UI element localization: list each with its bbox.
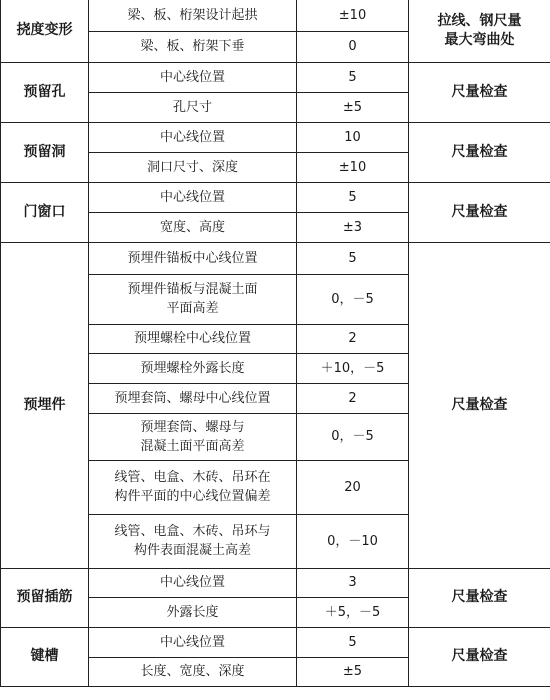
tolerance-cell: ＋5，－5: [297, 597, 409, 627]
item-cell: 线管、电盒、木砖、吊环与 构件表面混凝土高差: [89, 514, 297, 568]
category-cell: 预留插筋: [1, 568, 89, 627]
item-cell: 预埋套筒、螺母中心线位置: [89, 383, 297, 413]
tolerance-cell: 2: [297, 383, 409, 413]
tolerance-cell: ±10: [297, 152, 409, 182]
item-cell: 长度、宽度、深度: [89, 657, 297, 686]
tolerance-cell: 20: [297, 460, 409, 514]
tolerance-cell: 3: [297, 568, 409, 597]
tolerance-cell: 0，－5: [297, 274, 409, 324]
category-cell: 预埋件: [1, 242, 89, 568]
item-cell: 中心线位置: [89, 568, 297, 597]
item-cell: 中心线位置: [89, 62, 297, 92]
category-cell: 门窗口: [1, 182, 89, 242]
tolerance-cell: 2: [297, 324, 409, 353]
tolerance-cell: 10: [297, 122, 409, 152]
tolerance-cell: 0，－5: [297, 413, 409, 460]
tolerance-cell: 0，－10: [297, 514, 409, 568]
item-cell: 外露长度: [89, 597, 297, 627]
tolerance-cell: ±5: [297, 92, 409, 122]
item-cell: 孔尺寸: [89, 92, 297, 122]
tolerance-cell: 5: [297, 627, 409, 657]
table-row: [1, 182, 550, 212]
item-cell: 预埋螺栓外露长度: [89, 353, 297, 383]
tolerance-cell: 5: [297, 182, 409, 212]
method-cell: 尺量检查: [409, 627, 550, 686]
category-cell: 键槽: [1, 627, 89, 686]
table-row: [1, 627, 550, 657]
category-cell: 预留洞: [1, 122, 89, 182]
table-row: [1, 62, 550, 92]
item-cell: 预埋套筒、螺母与 混凝土面平面高差: [89, 413, 297, 460]
tolerance-cell: 5: [297, 242, 409, 274]
item-cell: 预埋件锚板与混凝土面 平面高差: [89, 274, 297, 324]
tolerance-cell: ±5: [297, 657, 409, 686]
item-cell: 中心线位置: [89, 182, 297, 212]
tolerance-cell: ＋10，－5: [297, 353, 409, 383]
table-row: [1, 0, 550, 31]
item-cell: 中心线位置: [89, 627, 297, 657]
item-cell: 梁、板、桁架下垂: [89, 31, 297, 62]
category-cell: 预留孔: [1, 62, 89, 122]
table-row: [1, 122, 550, 152]
category-cell: 挠度变形: [1, 0, 89, 62]
table-row: [1, 568, 550, 597]
method-cell: 拉线、钢尺量 最大弯曲处: [409, 0, 550, 62]
table-row: [1, 242, 550, 274]
item-cell: 洞口尺寸、深度: [89, 152, 297, 182]
tolerance-cell: ±3: [297, 212, 409, 242]
tolerance-cell: ±10: [297, 0, 409, 31]
item-cell: 线管、电盒、木砖、吊环在 构件平面的中心线位置偏差: [89, 460, 297, 514]
method-cell: 尺量检查: [409, 182, 550, 242]
method-cell: 尺量检查: [409, 242, 550, 568]
method-cell: 尺量检查: [409, 62, 550, 122]
item-cell: 宽度、高度: [89, 212, 297, 242]
method-cell: 尺量检查: [409, 122, 550, 182]
method-cell: 尺量检查: [409, 568, 550, 627]
tolerance-cell: 5: [297, 62, 409, 92]
item-cell: 梁、板、桁架设计起拱: [89, 0, 297, 31]
item-cell: 预埋件锚板中心线位置: [89, 242, 297, 274]
tolerance-cell: 0: [297, 31, 409, 62]
item-cell: 预埋螺栓中心线位置: [89, 324, 297, 353]
item-cell: 中心线位置: [89, 122, 297, 152]
